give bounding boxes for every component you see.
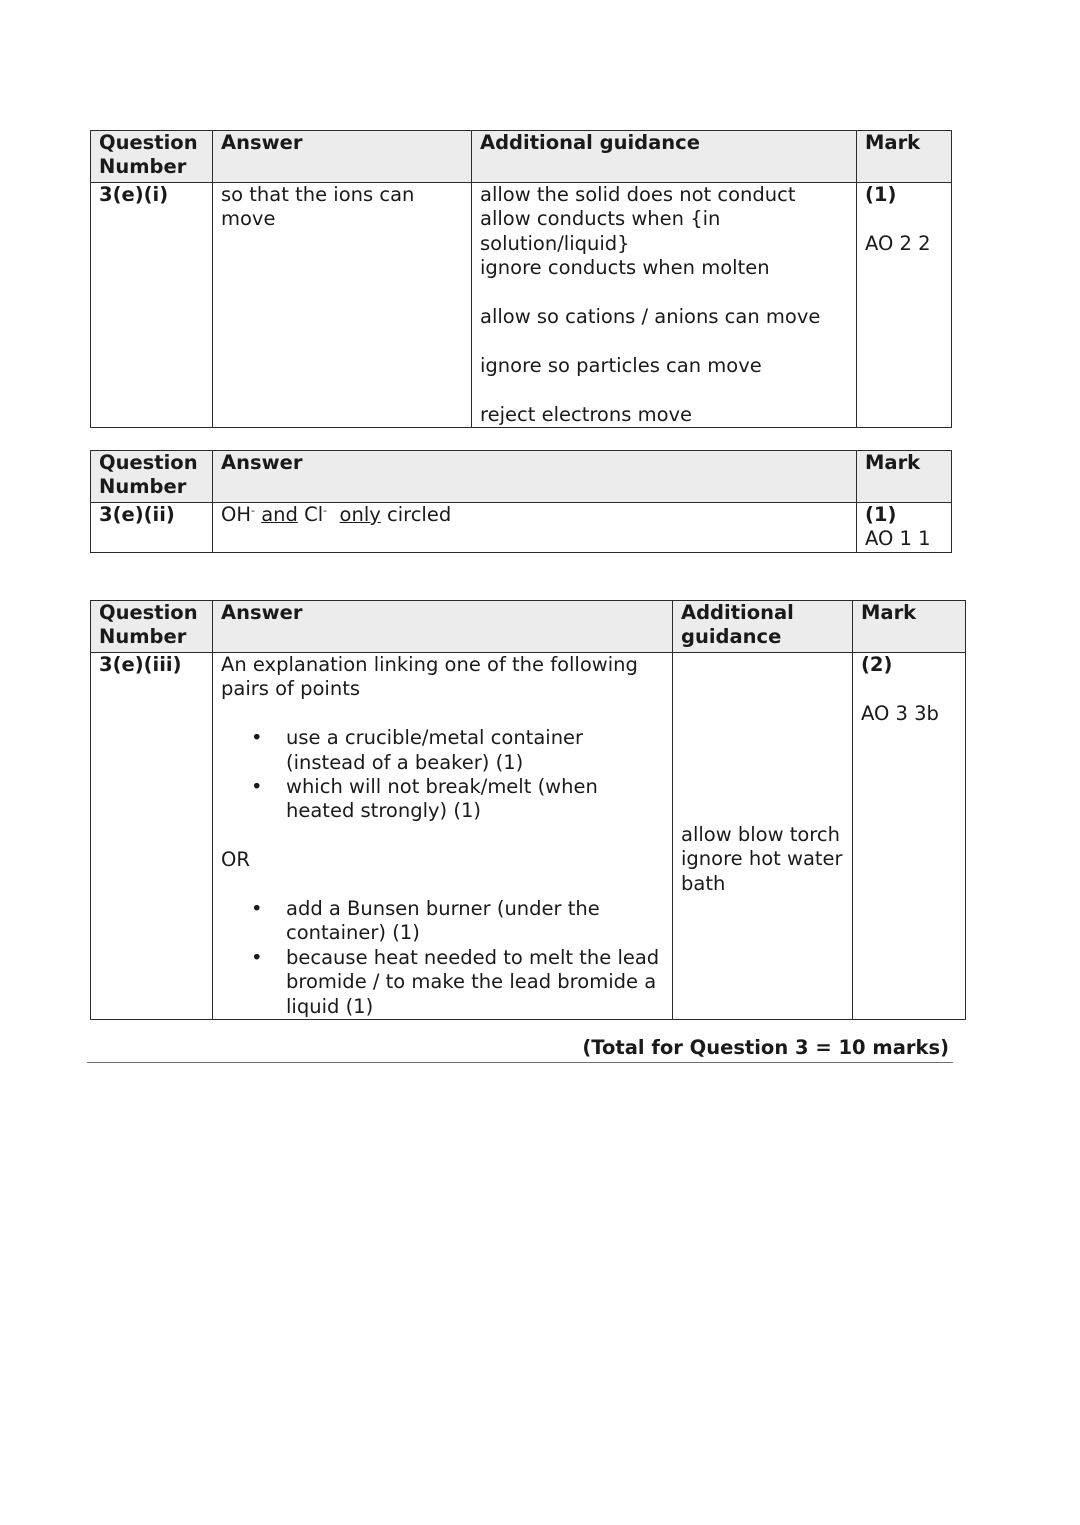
answer-pair-1 [221,726,664,824]
mark-scheme-table-3e-iii [90,600,966,1020]
table-row [91,183,952,428]
guidance-line: allow the solid does not conduct [480,183,796,206]
assessment-objective: AO 2 2 [865,231,931,255]
header-question-number: Question Number [91,451,213,503]
header-question-number: Question Number [91,601,213,653]
guidance-line: ignore so particles can move [480,353,762,377]
assessment-objective: AO 3 3b [861,701,939,725]
header-answer: Answer [213,601,673,653]
mark-value: (1) [865,183,897,206]
list-item: • use a crucible/metal container (instead of a beaker) (1) [221,726,664,775]
mark-scheme-table-3e-ii [90,450,952,553]
table-header-row [91,131,952,183]
list-item: • add a Bunsen burner (under the container) (1) [221,897,664,946]
guidance-line: ignore conducts when molten [480,256,770,280]
and-word: and [261,503,298,526]
chloride-ion: Cl- [304,503,328,526]
guidance-cell [472,183,857,428]
hydroxide-ion: OH- [221,503,255,526]
guidance-line: allow so cations / anions can move [480,305,821,329]
header-question-number: Question Number [91,131,213,183]
table-header-row [91,451,952,503]
mark-cell [857,183,952,428]
guidance-cell [673,653,853,1020]
answer-text: so that the ions can move [213,183,472,428]
question-number: 3(e)(i) [91,183,213,428]
header-answer: Answer [213,131,472,183]
circled-word: circled [386,503,452,526]
mark-value: (1) [865,503,897,526]
answer-intro: An explanation linking one of the following pairs of points [221,653,638,701]
question-number: 3(e)(ii) [91,503,213,553]
guidance-line: allow blow torch [681,823,840,846]
guidance-line: allow conducts when {in solution/liquid} [480,207,721,255]
header-answer: Answer [213,451,857,503]
mark-cell [857,503,952,553]
header-mark: Mark [857,451,952,503]
header-additional-guidance: Additional guidance [472,131,857,183]
question-total: (Total for Question 3 = 10 marks) [87,1035,953,1063]
table-header-row [91,601,966,653]
or-separator: OR [221,848,250,872]
answer-pair-2 [221,897,664,1019]
guidance-line: reject electrons move [480,402,693,426]
mark-scheme-table-3e-i [90,130,952,428]
table-row [91,653,966,1020]
answer-text [213,503,857,553]
table-row [91,503,952,553]
mark-value: (2) [861,653,893,676]
list-item: • because heat needed to melt the lead bromide / to make the lead bromide a liquid (1) [221,946,664,1019]
only-word: only [339,503,381,526]
header-mark: Mark [857,131,952,183]
header-additional-guidance: Additional guidance [673,601,853,653]
answer-cell [213,653,673,1020]
question-number: 3(e)(iii) [91,653,213,1020]
header-mark: Mark [853,601,966,653]
guidance-line: ignore hot water bath [681,847,843,895]
list-item: • which will not break/melt (when heated strongly) (1) [221,775,664,824]
assessment-objective: AO 1 1 [865,527,931,551]
mark-cell [853,653,966,1020]
